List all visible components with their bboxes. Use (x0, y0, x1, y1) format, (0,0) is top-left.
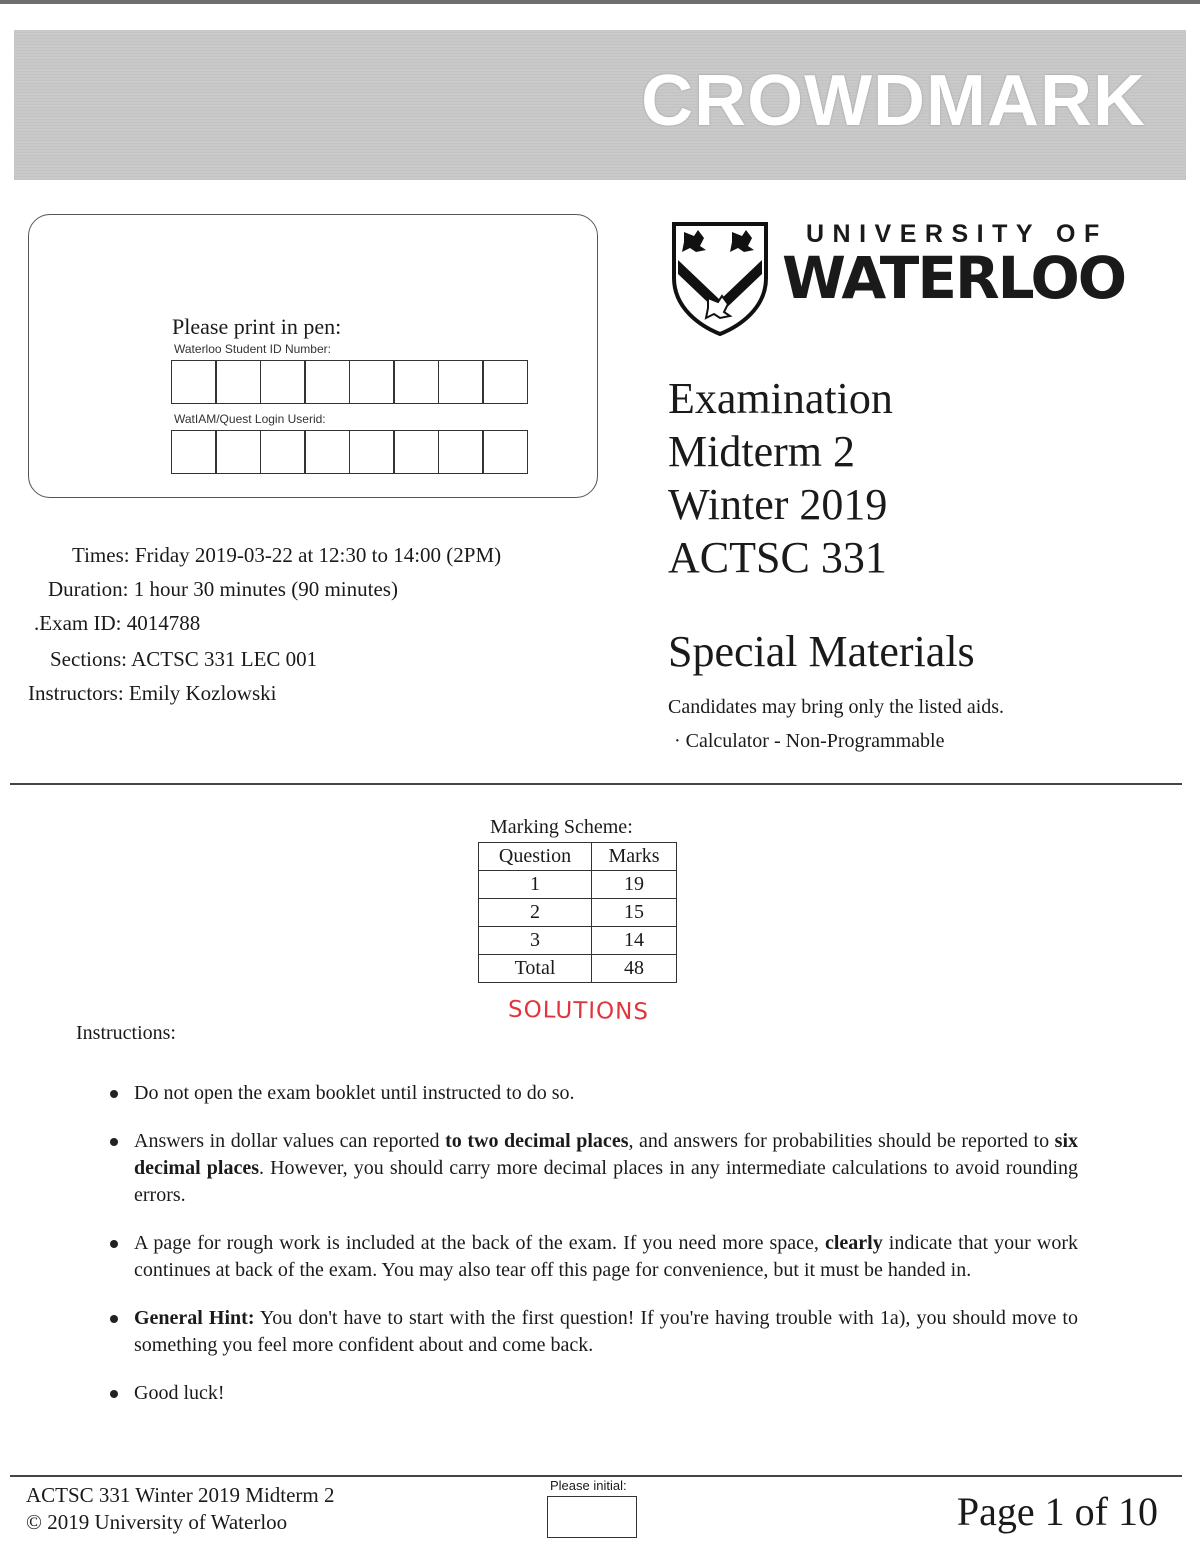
crowdmark-banner (14, 30, 1186, 180)
instruction-text: Answers in dollar values can reported (134, 1130, 446, 1152)
marks-cell: 15 (592, 899, 677, 927)
aid-item: · Calculator - Non-Programmable (674, 730, 945, 752)
userid-cell[interactable] (171, 430, 217, 474)
id-cell[interactable] (171, 360, 217, 404)
userid-cell[interactable] (438, 430, 484, 474)
exam-id: .Exam ID: 4014788 (34, 611, 201, 635)
page-number: Page 1 of 10 (956, 1489, 1158, 1534)
instructions-list (108, 1080, 1078, 1428)
student-id-cells[interactable] (172, 360, 528, 404)
marking-scheme-caption: Marking Scheme: (490, 816, 633, 838)
initial-box[interactable] (547, 1496, 637, 1538)
instruction-emphasis: to two decimal places (445, 1130, 629, 1152)
marks-cell: 14 (592, 927, 677, 955)
id-cell[interactable] (349, 360, 395, 404)
table-row (479, 899, 677, 927)
exam-type: Examination (668, 374, 893, 423)
footer-copyright: © 2019 University of Waterloo (26, 1510, 288, 1534)
list-item (108, 1380, 1078, 1407)
special-materials-title: Special Materials (668, 627, 975, 676)
exam-instructors: Instructors: Emily Kozlowski (28, 681, 277, 705)
id-cell[interactable] (260, 360, 306, 404)
instruction-text: You don't have to start with the first question! If you're having trouble with 1a), you should move to something you feel more confident about and come back. (134, 1307, 1078, 1356)
table-header-row (479, 843, 677, 871)
question-cell: 3 (479, 927, 592, 955)
print-in-pen-label: Please print in pen: (172, 314, 342, 339)
id-cell[interactable] (393, 360, 439, 404)
marks-cell: 19 (592, 871, 677, 899)
exam-times: Times: Friday 2019-03-22 at 12:30 to 14:00 (2PM) (72, 543, 502, 567)
userid-cell[interactable] (260, 430, 306, 474)
userid-cell[interactable] (482, 430, 528, 474)
userid-cell[interactable] (304, 430, 350, 474)
student-id-label: Waterloo Student ID Number: (174, 342, 331, 356)
id-cell[interactable] (304, 360, 350, 404)
list-item (108, 1128, 1078, 1209)
id-cell[interactable] (438, 360, 484, 404)
waterloo-text: WATERLOO (782, 244, 1126, 312)
column-header-marks: Marks (592, 843, 677, 871)
question-cell: 1 (479, 871, 592, 899)
aids-note: Candidates may bring only the listed aids. (668, 696, 1005, 718)
list-item (108, 1305, 1078, 1359)
footer-course-line: ACTSC 331 Winter 2019 Midterm 2 (26, 1483, 335, 1507)
userid-cells[interactable] (172, 430, 528, 474)
instruction-text: indicate that your work continues at back of the exam. You may also tear off this page for convenience, but it must be handed in. (134, 1232, 1078, 1281)
userid-label: WatIAM/Quest Login Userid: (174, 412, 326, 426)
marking-scheme-table (478, 842, 677, 983)
userid-cell[interactable] (393, 430, 439, 474)
instruction-emphasis: six decimal places (134, 1130, 1078, 1179)
list-item (108, 1080, 1078, 1107)
instruction-text: A page for rough work is included at the back of the exam. If you need more space, (134, 1232, 825, 1254)
exam-term: Winter 2019 (668, 480, 888, 529)
userid-cell[interactable] (215, 430, 261, 474)
exam-duration: Duration: 1 hour 30 minutes (90 minutes) (48, 577, 398, 601)
userid-cell[interactable] (349, 430, 395, 474)
exam-sections: Sections: ACTSC 331 LEC 001 (50, 647, 318, 671)
crowdmark-logo-text: CROWDMARK (641, 61, 1146, 141)
column-header-question: Question (479, 843, 592, 871)
instructions-title: Instructions: (76, 1022, 176, 1044)
top-scan-edge (0, 0, 1200, 4)
footer-divider (10, 1475, 1182, 1477)
total-label-cell: Total (479, 955, 592, 983)
table-row (479, 927, 677, 955)
divider-line (10, 783, 1182, 785)
initial-label: Please initial: (550, 1478, 627, 1493)
footer-course-info (26, 1482, 335, 1536)
list-item (108, 1230, 1078, 1284)
question-cell: 2 (479, 899, 592, 927)
id-cell[interactable] (482, 360, 528, 404)
handwritten-solutions-annotation: SOLUTIONS (507, 996, 650, 1026)
course-code: ACTSC 331 (668, 533, 887, 582)
exam-title-block (668, 372, 893, 584)
instruction-emphasis: General Hint: (134, 1307, 255, 1329)
instruction-text: , and answers for probabilities should be reported to (628, 1130, 1055, 1152)
instruction-emphasis: clearly (824, 1232, 883, 1254)
exam-name: Midterm 2 (668, 427, 855, 476)
total-marks-cell: 48 (592, 955, 677, 983)
waterloo-crest-icon (670, 220, 770, 338)
table-row (479, 871, 677, 899)
table-row-total (479, 955, 677, 983)
university-of-text: UNIVERSITY OF (806, 220, 1108, 248)
instruction-text: . However, you should carry more decimal places in any intermediate calculations to avoid rounding errors. (134, 1157, 1078, 1206)
instruction-text: Good luck! (134, 1382, 225, 1404)
id-cell[interactable] (215, 360, 261, 404)
instruction-text: Do not open the exam booklet until instructed to do so. (134, 1082, 575, 1104)
